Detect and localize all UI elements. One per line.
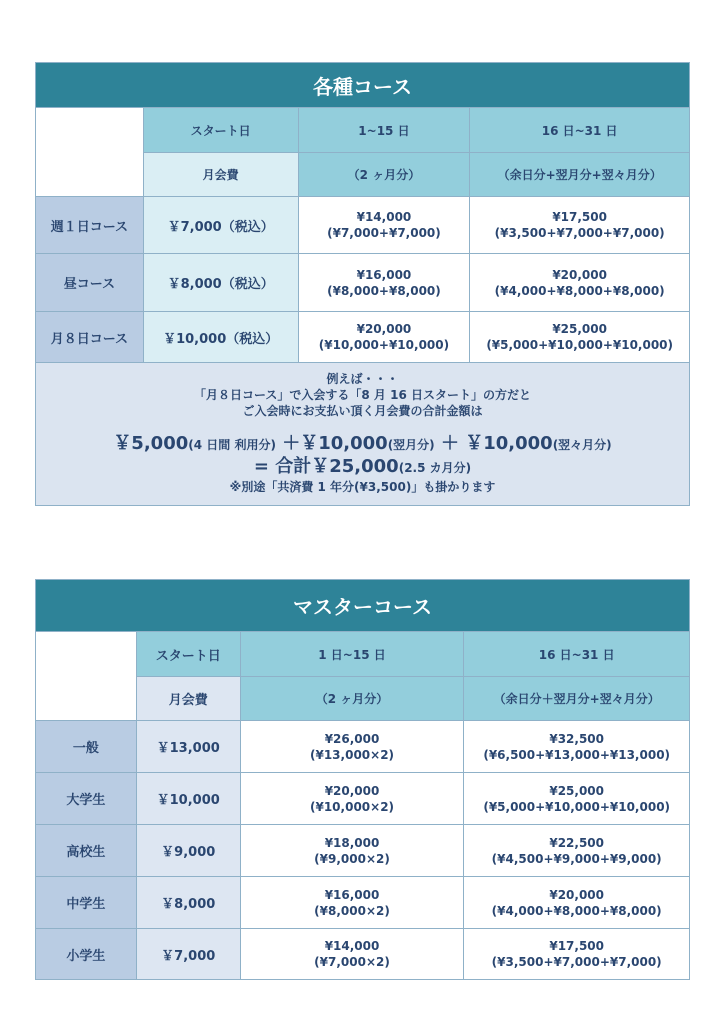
start-day-label: スタート日 <box>136 632 240 677</box>
first-half-price <box>240 929 464 980</box>
price-breakdown: (¥3,500+¥7,000+¥7,000) <box>491 955 662 969</box>
price-total: ¥20,000 <box>324 783 380 798</box>
price-total: ¥25,000 <box>552 322 607 336</box>
category-name: 大学生 <box>36 773 137 825</box>
price-total: ¥22,500 <box>549 835 604 850</box>
course-name: 月８日コース <box>36 312 144 363</box>
price-breakdown: (¥9,000×2) <box>314 851 390 866</box>
table-row <box>36 877 690 929</box>
col-first-half-sub: （2 ヶ月分） <box>240 677 464 721</box>
course-name: 昼コース <box>36 254 144 312</box>
category-fee: ￥13,000 <box>136 721 240 773</box>
price-total: ¥20,000 <box>552 267 607 282</box>
col-first-half: 1~15 日 <box>298 108 470 153</box>
price-breakdown: (¥5,000+¥10,000+¥10,000) <box>486 338 674 352</box>
col-second-half-sub: （余日分+翌月分+翌々月分） <box>470 153 690 197</box>
table-row <box>36 254 690 312</box>
price-total: ¥18,000 <box>324 835 380 850</box>
note-line-3: ご入会時にお支払い頂く月会費の合計金額は <box>242 404 483 418</box>
course-fee: ￥10,000（税込） <box>143 312 298 363</box>
category-fee: ￥8,000 <box>136 877 240 929</box>
first-half-price <box>298 197 470 254</box>
note-line-4: ※別途「共済費 1 年分(¥3,500)」も掛かります <box>229 480 496 494</box>
price-breakdown: (¥4,000+¥8,000+¥8,000) <box>491 903 662 918</box>
table-row <box>36 197 690 254</box>
second-half-price <box>464 825 690 877</box>
col-first-half-sub: （2 ヶ月分） <box>298 153 470 197</box>
table-row <box>36 773 690 825</box>
note-line-2: 「月８日コース」で入会する「8 月 16 日スタート」の方だと <box>194 388 531 402</box>
table-row <box>36 825 690 877</box>
note-formula-2: = 合計￥25,000(2.5 カ月分) <box>253 456 472 477</box>
category-name: 高校生 <box>36 825 137 877</box>
course-table-title: 各種コース <box>36 63 690 108</box>
col-second-half: 16 日~31 日 <box>470 108 690 153</box>
price-breakdown: (¥8,000×2) <box>314 903 390 918</box>
course-name: 週１日コース <box>36 197 144 254</box>
price-total: ¥20,000 <box>549 887 604 902</box>
col-second-half-sub: （余日分＋翌月分+翌々月分） <box>464 677 690 721</box>
price-breakdown: (¥10,000×2) <box>310 799 395 814</box>
first-half-price <box>240 773 464 825</box>
table-row <box>36 929 690 980</box>
price-total: ¥32,500 <box>549 731 604 746</box>
price-total: ¥25,000 <box>549 783 604 798</box>
second-half-price <box>464 877 690 929</box>
price-total: ¥20,000 <box>356 322 412 336</box>
col-second-half: 16 日~31 日 <box>464 632 690 677</box>
price-breakdown: (¥6,500+¥13,000+¥13,000) <box>483 747 671 762</box>
col-first-half: 1 日~15 日 <box>240 632 464 677</box>
table-row <box>36 721 690 773</box>
price-total: ¥14,000 <box>356 210 412 224</box>
price-total: ¥17,500 <box>552 210 607 224</box>
first-half-price <box>240 825 464 877</box>
master-table-title: マスターコース <box>36 580 690 632</box>
start-day-label: スタート日 <box>143 108 298 153</box>
category-fee: ￥10,000 <box>136 773 240 825</box>
note-formula-1: ￥5,000(4 日間 利用分) ＋￥10,000(翌月分) ＋ ￥10,000(翌々月分) <box>113 433 612 454</box>
price-total: ¥14,000 <box>324 939 380 953</box>
price-breakdown: (¥7,000+¥7,000) <box>327 226 441 240</box>
monthly-fee-label: 月会費 <box>143 153 298 197</box>
price-total: ¥16,000 <box>356 267 412 282</box>
price-total: ¥26,000 <box>324 731 380 746</box>
course-fee: ￥8,000（税込） <box>143 254 298 312</box>
category-name: 小学生 <box>36 929 137 980</box>
note-line-1: 例えば・・・ <box>326 372 399 386</box>
course-fee: ￥7,000（税込） <box>143 197 298 254</box>
price-total: ¥16,000 <box>324 887 380 902</box>
corner-cell <box>36 632 137 721</box>
price-breakdown: (¥4,500+¥9,000+¥9,000) <box>491 851 662 866</box>
price-breakdown: (¥7,000×2) <box>314 955 390 969</box>
first-half-price <box>240 877 464 929</box>
table-row <box>36 312 690 363</box>
category-fee: ￥9,000 <box>136 825 240 877</box>
second-half-price <box>470 254 690 312</box>
second-half-price <box>464 929 690 980</box>
price-breakdown: (¥8,000+¥8,000) <box>327 283 441 298</box>
master-course-table <box>35 579 690 980</box>
first-half-price <box>298 254 470 312</box>
price-breakdown: (¥3,500+¥7,000+¥7,000) <box>494 226 665 240</box>
price-breakdown: (¥10,000+¥10,000) <box>318 338 450 352</box>
second-half-price <box>464 773 690 825</box>
category-name: 一般 <box>36 721 137 773</box>
corner-cell <box>36 108 144 197</box>
first-half-price <box>240 721 464 773</box>
price-breakdown: (¥4,000+¥8,000+¥8,000) <box>494 283 665 298</box>
category-name: 中学生 <box>36 877 137 929</box>
second-half-price <box>464 721 690 773</box>
price-breakdown: (¥5,000+¥10,000+¥10,000) <box>483 799 671 814</box>
monthly-fee-label: 月会費 <box>136 677 240 721</box>
second-half-price <box>470 197 690 254</box>
first-half-price <box>298 312 470 363</box>
category-fee: ￥7,000 <box>136 929 240 980</box>
price-breakdown: (¥13,000×2) <box>310 747 395 762</box>
example-note <box>36 363 690 506</box>
course-table <box>35 62 690 506</box>
second-half-price <box>470 312 690 363</box>
price-total: ¥17,500 <box>549 939 604 953</box>
